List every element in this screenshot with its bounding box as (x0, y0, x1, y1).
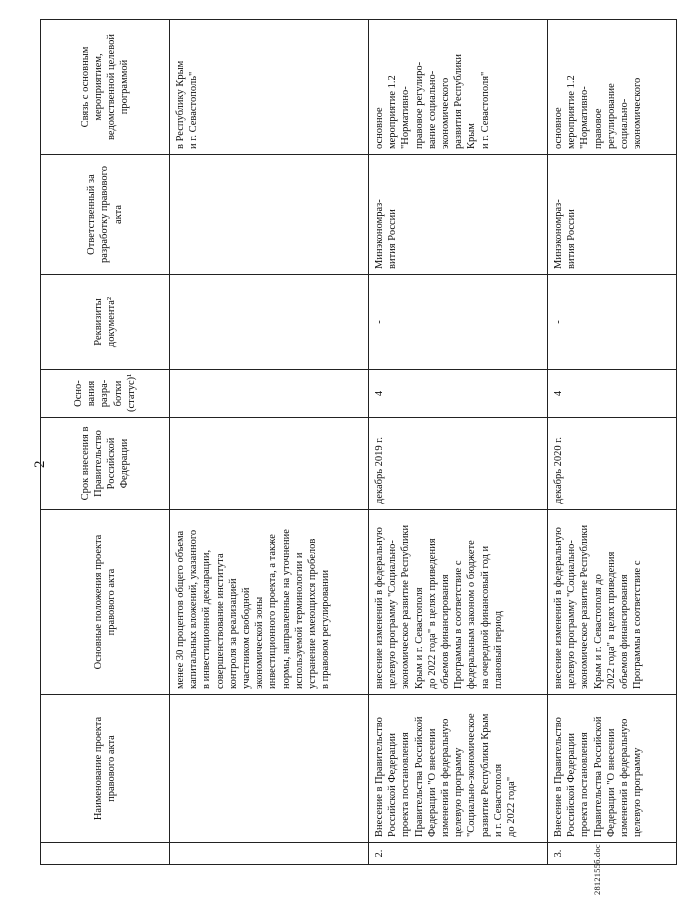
row-basis: 4 (369, 370, 548, 418)
col-header-provisions: Основные положения проекта правового акта (41, 510, 170, 695)
row-name: Внесение в Правительство Российской Федерации проекта постановления Правительства Российской Федерации "О внесении изменений в федеральную целевую программу "Социально-экономическое развитие Республики Крым и г. Севастополя до 2022 года" (369, 695, 548, 843)
row-deadline: декабрь 2020 г. (548, 418, 677, 510)
col-header-responsible: Ответственный за разработку правового акта (41, 155, 170, 275)
row-basis: 4 (548, 370, 677, 418)
row-requisites: - (369, 275, 548, 370)
row-link: в Республику Крым и г. Севастополь" (170, 20, 369, 155)
col-header-name: Наименование проекта правового акта (41, 695, 170, 843)
col-header-num (41, 843, 170, 865)
table-header-row (41, 20, 170, 865)
row-deadline: декабрь 2019 г. (369, 418, 548, 510)
col-header-basis: Осно-вания разра-ботки (статус)¹ (41, 370, 170, 418)
legislative-plan-table (40, 19, 677, 865)
row-provisions: менее 30 процентов общего объема капитальных вложений, указанного в инвестиционной декларации, совершенствование института контроля за реализацией участником свободной экономической зоны инвестиционного проекта, а также нормы, направленные на уточнение используемой терминологии и устранение имеющихся пробелов в правовом регулировании (170, 510, 369, 695)
row-provisions: внесение изменений в федеральную целевую программу "Социально- экономическое развитие Республики Крым и г. Севастополя до 2022 года" в целях приведения объемов финансирования Программы в соответствие с федеральным законом о бюджете на очередной финансовый год и плановый период (369, 510, 548, 695)
table-row (369, 20, 548, 865)
row-num (170, 843, 369, 865)
row-link: основное мероприятие 1.2 "Нормативно- правовое регулирование социально- экономического (548, 20, 677, 155)
row-link: основное мероприятие 1.2 "Нормативно- правовое регулиро- вание социально- экономического развития Республики Крым и г. Севастополя" (369, 20, 548, 155)
col-header-requisites: Реквизиты документа² (41, 275, 170, 370)
table-row (170, 20, 369, 865)
col-header-deadline: Срок внесения в Правительство Российской Федерации (41, 418, 170, 510)
row-basis (170, 370, 369, 418)
row-responsible (170, 155, 369, 275)
row-num: 2. (369, 843, 548, 865)
row-name: Внесение в Правительство Российской Федерации проекта постановления Правительства Российской Федерации "О внесении изменений в федеральную целевую программу (548, 695, 677, 843)
page-number: 2 (32, 460, 48, 468)
table-row (548, 20, 677, 865)
file-code: 2812155б.doc (592, 844, 602, 895)
row-name (170, 695, 369, 843)
row-num: 3. (548, 843, 677, 865)
col-header-link: Связь с основным мероприятием, ведомственной целевой программой (41, 20, 170, 155)
row-requisites (170, 275, 369, 370)
row-responsible: Минэкономраз- вития России (548, 155, 677, 275)
row-deadline (170, 418, 369, 510)
row-provisions: внесение изменений в федеральную целевую программу "Социально- экономическое развитие Республики Крым и г. Севастополя до 2022 года" в целях приведения объемов финансирования Программы в соответствие с (548, 510, 677, 695)
row-requisites: - (548, 275, 677, 370)
row-responsible: Минэкономраз- вития России (369, 155, 548, 275)
